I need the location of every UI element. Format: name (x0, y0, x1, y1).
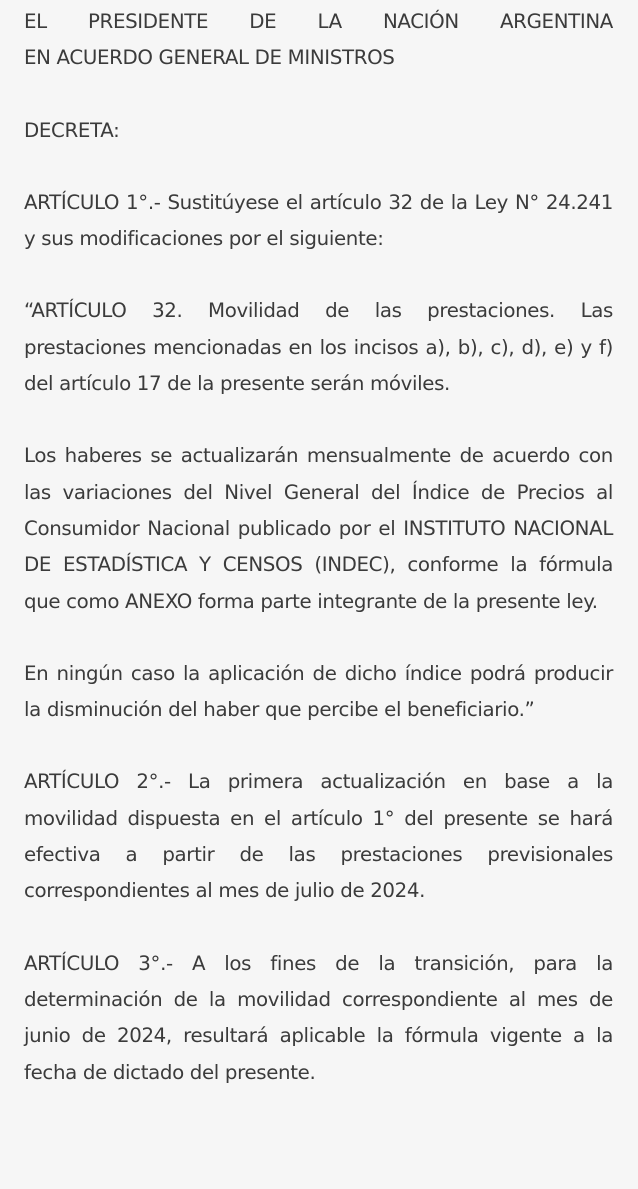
decreta-heading: DECRETA: (24, 118, 120, 142)
decree-document (24, 0, 613, 1091)
article-32-text: “ARTÍCULO 32. Movilidad de las prestaciones. Las prestaciones mencionadas en los incisos a), b), c), d), e) y f) del artículo 17 de la presente serán móviles. (24, 299, 613, 396)
header-agreement: EN ACUERDO GENERAL DE MINISTROS (24, 46, 395, 70)
article-3: ARTÍCULO 3°.- A los fines de la transición, para la determinación de la movilidad correspondiente al mes de junio de 2024, resultará aplicable la fórmula vigente a la fecha de dictado del presente. (24, 951, 613, 1084)
article-32-update-clause: Los haberes se actualizarán mensualmente de acuerdo con las variaciones del Nivel General del Índice de Precios al Consumidor Nacional publicado por el INSTITUTO NACIONAL DE ESTADÍSTICA Y CENSOS (INDEC), conforme la fórmula que como ANEXO forma parte integrante de la presente ley. (24, 444, 613, 613)
article-2: ARTÍCULO 2°.- La primera actualización en base a la movilidad dispuesta en el artículo 1° del presente se hará efectiva a partir de las prestaciones previsionales correspondientes al mes de julio de 2024. (24, 770, 613, 903)
article-32-guarantee-clause: En ningún caso la aplicación de dicho índice podrá producir la disminución del haber que percibe el beneficiario.” (24, 661, 613, 722)
article-1: ARTÍCULO 1°.- Sustitúyese el artículo 32 de la Ley N° 24.241 y sus modificaciones por el siguiente: (24, 190, 613, 251)
header-president: EL PRESIDENTE DE LA NACIÓN ARGENTINA (24, 10, 613, 33)
